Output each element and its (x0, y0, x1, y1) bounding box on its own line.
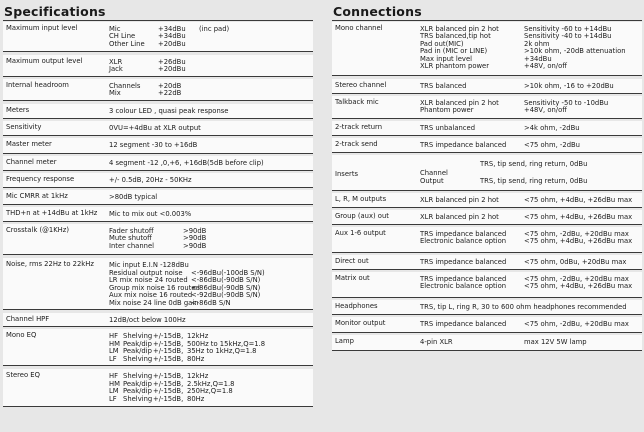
row-value: 80Hz (187, 354, 205, 363)
row-value: Output (420, 177, 444, 186)
row-value: XLR balanced pin 2 hot (420, 99, 499, 107)
row-value: +/-15dB, (153, 387, 184, 396)
row-value: Pad in (MIC or LINE) (420, 47, 488, 56)
row-value: Sensitivity -40 to +14dBu (524, 32, 612, 41)
row-value: Phantom power (420, 106, 474, 115)
row-value: XLR phantom power (420, 62, 490, 70)
row-value: Peak/dip (123, 379, 152, 388)
row-value: (inc pad) (199, 25, 230, 33)
row-label: Inserts (335, 170, 359, 178)
table-row (3, 121, 313, 136)
row-value: +48V, on/off (524, 106, 567, 115)
row-value: >4k ohm, -2dBu (524, 124, 580, 132)
row-value: >90dB (183, 227, 207, 235)
row-label: Maximum input level (6, 24, 78, 32)
row-value: LR mix noise 24 routed (109, 276, 188, 285)
row-value: 12kHz (187, 332, 209, 340)
row-value: Pad out(MIC) (420, 39, 464, 48)
row-value: +34dBu (524, 54, 552, 63)
row-value: XLR balanced pin 2 hot (420, 196, 499, 204)
row-label: Frequency response (6, 175, 75, 183)
row-value: TRS impedance balanced (420, 141, 507, 149)
row-value: Residual output noise (109, 268, 183, 277)
row-value: +26dBu (158, 58, 186, 66)
row-label: Headphones (335, 302, 378, 310)
table-row (332, 193, 642, 208)
row-label: Talkback mic (335, 98, 379, 106)
row-value: >90dB (183, 241, 207, 250)
row-value: 500Hz to 15kHz,Q=1.8 (187, 339, 266, 348)
row-value: TRS impedance balanced (420, 258, 507, 266)
table-row (3, 173, 313, 188)
row-value: Peak/dip (123, 387, 152, 396)
row-value: Jack (109, 65, 123, 74)
table-row (3, 369, 313, 407)
row-label: Maximum output level (6, 57, 83, 65)
row-value: Mic input E.I.N -128dBu (109, 261, 189, 269)
table-row (3, 207, 313, 222)
row-value: LM (109, 387, 119, 396)
table-row (332, 121, 642, 136)
row-label: Noise, rms 22Hz to 22kHz (6, 260, 94, 268)
row-value: LF (109, 354, 117, 363)
row-value: Shelving (123, 394, 153, 403)
row-label: Mic CMRR at 1kHz (6, 192, 68, 200)
table-row (3, 190, 313, 205)
row-value: <75 ohm, -2dBu, +20dBu max (524, 275, 629, 283)
row-value: 35Hz to 1kHz,Q=1.8 (187, 347, 257, 356)
row-value: TRS, tip L, ring R, 30 to 600 ohm headphones recommended (420, 303, 627, 311)
row-value: 12kHz (187, 372, 209, 380)
table-row (332, 255, 642, 270)
title-rule (3, 20, 313, 21)
row-value: Electronic balance option (420, 237, 507, 246)
row-value: +22dB (158, 89, 182, 98)
row-value: XLR balanced pin 2 hot (420, 25, 499, 33)
row-label: Group (aux) out (335, 212, 389, 220)
row-value: 2.5kHz,Q=1.8 (187, 379, 235, 388)
row-value: +34dBu (158, 32, 186, 41)
row-value: 3 colour LED , quasi peak response (109, 107, 229, 115)
row-value: Mute shutoff (109, 234, 152, 243)
table-row (332, 138, 642, 153)
row-value: +/-15dB, (153, 347, 184, 356)
row-value: >90dB (183, 234, 207, 243)
row-label: Lamp (335, 337, 354, 345)
row-label: Sensitivity (6, 123, 42, 131)
table-row (3, 55, 313, 77)
row-value: +/-15dB, (153, 372, 184, 380)
row-value: <75 ohm, +4dBu, +26dBu max (524, 237, 633, 246)
row-label: 2-track return (335, 123, 383, 131)
row-value: <75 ohm, 0dBu, +20dBu max (524, 258, 627, 266)
row-value: TRS impedance balanced (420, 230, 507, 238)
row-value: +/-15dB, (153, 339, 184, 348)
row-value: +20dBu (158, 65, 186, 74)
row-value: XLR balanced pin 2 hot (420, 213, 499, 221)
row-label: Meters (6, 106, 30, 114)
table-row (332, 272, 642, 298)
row-value: CH Line (109, 32, 136, 41)
table-row (3, 329, 313, 366)
row-value: Inter channel (109, 241, 155, 250)
row-value: TRS, tip send, ring return, 0dBu (480, 160, 588, 168)
row-value: Sensitivity -50 to -10dBu (524, 99, 609, 107)
table-row (332, 96, 642, 119)
row-value: >80dB typical (109, 193, 158, 201)
table-row (332, 79, 642, 94)
row-value: Shelving (123, 372, 153, 380)
row-value: +/- 0.5dB, 20Hz - 50KHz (109, 176, 192, 184)
table-row (3, 313, 313, 327)
row-value: Channels (109, 82, 141, 90)
row-label: Matrix out (335, 274, 370, 282)
table-row (3, 258, 313, 310)
row-value: 4-pin XLR (420, 338, 453, 346)
row-label: Aux 1-6 output (335, 229, 386, 237)
row-value: Max input level (420, 54, 473, 63)
table-row (3, 104, 313, 119)
row-value: +/-15dB, (153, 394, 184, 403)
row-value: Electronic balance option (420, 282, 507, 291)
specifications-panel (3, 4, 313, 428)
row-value: +/-15dB, (153, 379, 184, 388)
row-value: 12dB/oct below 100Hz (109, 316, 186, 324)
row-value: Channel (420, 168, 448, 177)
row-value: TRS impedance balanced (420, 320, 507, 328)
row-value: +20dB (158, 82, 182, 90)
row-value: TRS balanced (420, 82, 467, 90)
row-value: Other Line (109, 39, 145, 48)
row-value: Mic to mix out <0.003% (109, 210, 192, 218)
title-rule (332, 20, 642, 21)
row-value: <75 ohm, +4dBu, +26dBu max (524, 282, 633, 291)
row-value: >10k ohm, -20dB attenuation (524, 47, 626, 56)
row-value: <75 ohm, -2dBu, +20dBu max (524, 230, 629, 238)
table-row (3, 138, 313, 154)
row-value: 4 segment -12 ,0,+6, +16dB(5dB before clip) (109, 159, 264, 167)
row-value: LM (109, 347, 119, 356)
table-row (3, 22, 313, 52)
row-label: 2-track send (335, 140, 378, 148)
row-value: +34dBu (158, 25, 186, 33)
row-value: <75 ohm, -2dBu, +20dBu max (524, 320, 629, 328)
row-value: +20dBu (158, 39, 186, 48)
table-row (3, 79, 313, 101)
row-label: Mono EQ (6, 331, 37, 339)
table-row (332, 210, 642, 225)
row-value: HM (109, 339, 120, 348)
table-row (332, 22, 642, 76)
row-label: Internal headroom (6, 81, 69, 89)
row-value: Peak/dip (123, 339, 152, 348)
row-value: Mix noise 24 line 0dB gain (109, 299, 199, 307)
row-value: >10k ohm, -16 to +20dBu (524, 82, 614, 90)
row-value: XLR (109, 58, 123, 66)
row-value: TRS impedance balanced (420, 275, 507, 283)
row-value: <75 ohm, +4dBu, +26dBu max (524, 196, 633, 204)
row-value: +/-15dB, (153, 332, 184, 340)
row-label: Channel meter (6, 158, 57, 166)
row-label: THD+n at +14dBu at 1kHz (6, 209, 98, 217)
row-value: <-92dBu(-90dB S/N) (191, 291, 261, 300)
connections-panel (332, 4, 642, 428)
row-label: Stereo EQ (6, 371, 40, 379)
table-row (332, 155, 642, 191)
row-value: TRS balanced,tip hot (420, 32, 491, 41)
table-row (3, 156, 313, 171)
table-row (332, 317, 642, 333)
connections-table (332, 22, 642, 428)
row-label: Crosstalk (@1KHz) (6, 226, 70, 234)
row-value: Shelving (123, 332, 153, 340)
row-value: <75 ohm, +4dBu, +26dBu max (524, 213, 633, 221)
row-value: <-86dB S/N (191, 299, 231, 307)
row-value: <-86dBu(-90dB S/N) (191, 283, 261, 292)
specifications-table (3, 22, 313, 428)
row-value: Shelving (123, 354, 153, 363)
row-label: Direct out (335, 257, 369, 265)
row-value: Peak/dip (123, 347, 152, 356)
row-value: +48V, on/off (524, 62, 567, 70)
row-label: Stereo channel (335, 81, 387, 89)
row-value: 2k ohm (524, 39, 550, 48)
row-value: 250Hz,Q=1.8 (187, 387, 233, 396)
row-value: Mix (109, 89, 121, 98)
row-value: HM (109, 379, 120, 388)
row-value: +/-15dB, (153, 354, 184, 363)
connections-title: Connections (333, 4, 422, 19)
table-row (3, 224, 313, 255)
row-value: Mic (109, 25, 121, 33)
row-value: Group mix noise 16 routed (109, 283, 200, 292)
row-label: Channel HPF (6, 315, 50, 323)
row-label: L, R, M outputs (335, 195, 387, 203)
row-label: Mono channel (335, 24, 383, 32)
table-row (332, 227, 642, 253)
row-value: <-96dBu(-100dB S/N) (191, 268, 265, 277)
row-value: Sensitivity -60 to +14dBu (524, 25, 612, 33)
row-value: max 12V 5W lamp (524, 338, 587, 346)
table-row (332, 335, 642, 351)
row-value: TRS unbalanced (420, 124, 476, 132)
row-value: <-86dBu(-90dB S/N) (191, 276, 261, 285)
row-label: Master meter (6, 140, 52, 148)
row-value: HF (109, 332, 119, 340)
row-value: LF (109, 394, 117, 403)
row-value: Aux mix noise 16 routed (109, 291, 193, 300)
row-value: 0VU=+4dBu at XLR output (109, 124, 201, 132)
row-value: HF (109, 372, 119, 380)
row-value: Fader shutoff (109, 227, 154, 235)
specifications-title: Specifications (4, 4, 106, 19)
row-label: Monitor output (335, 319, 386, 327)
table-row (332, 300, 642, 315)
row-value: 80Hz (187, 394, 205, 403)
row-value: 12 segment -30 to +16dB (109, 141, 198, 149)
row-value: <75 ohm, -2dBu (524, 141, 580, 149)
row-value: TRS, tip send, ring return, 0dBu (480, 177, 588, 186)
